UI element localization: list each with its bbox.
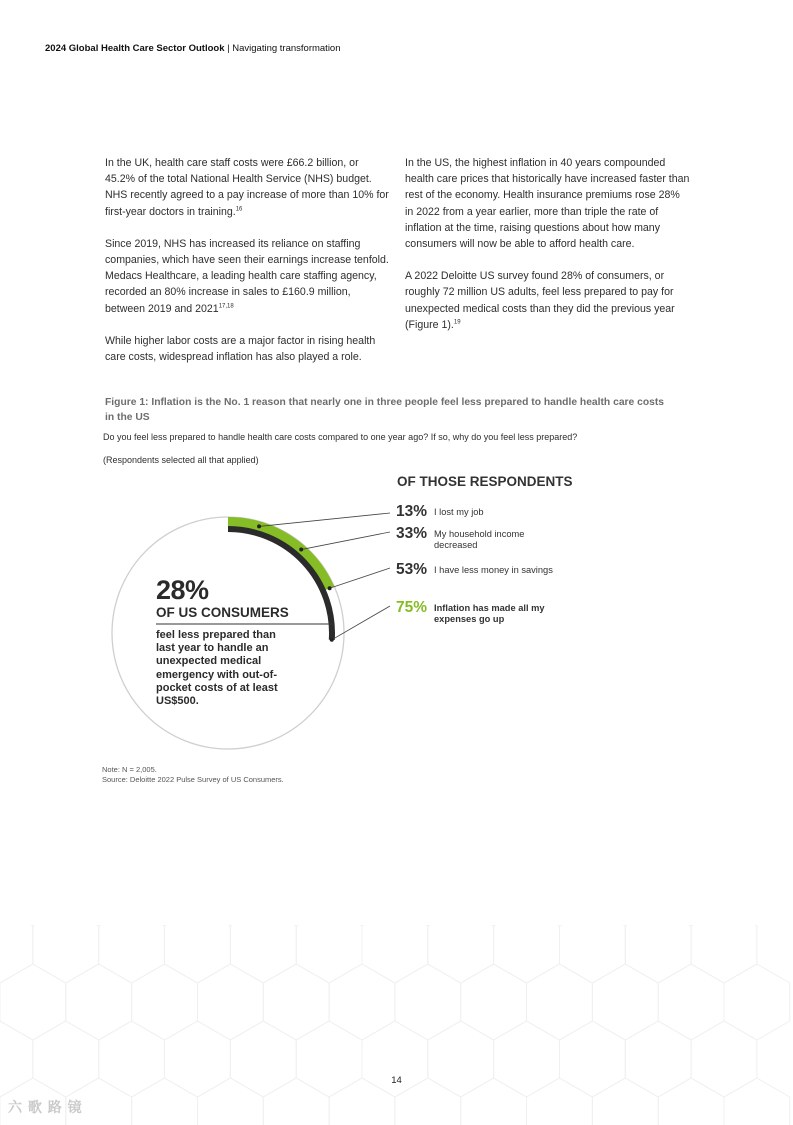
hexagon — [296, 925, 362, 983]
hexagon — [461, 964, 527, 1040]
left-column — [105, 155, 390, 381]
headline-percentage: 28% — [156, 575, 209, 605]
hexagon — [691, 925, 757, 983]
reference: 16 — [235, 206, 243, 213]
hexagon — [230, 925, 296, 983]
stat-row — [396, 503, 554, 520]
leader-dot — [330, 638, 334, 642]
stat-row — [396, 561, 554, 578]
report-subtitle: Navigating transformation — [232, 43, 341, 54]
paragraph: In the UK, health care staff costs were £66.2 billion, or 45.2% of the total National Health Service (NHS) budget. NHS recently agreed to a pay increase of more than 10% for first-year doctors in training.$^{16}$ — [105, 157, 389, 218]
paragraph: A 2022 Deloitte US survey found 28% of consumers, or roughly 72 million US adults, feel less prepared to pay for unexpected medical costs than they did the previous year (Figure 1).$^{19}$ — [405, 270, 675, 331]
stat-row — [396, 525, 554, 551]
hexagon — [33, 925, 99, 983]
leader-line — [301, 532, 390, 550]
hexagon — [494, 925, 560, 983]
hexagon — [329, 964, 395, 1040]
hexagon — [625, 925, 691, 983]
footnote-n: Note: N = 2,005. — [102, 765, 157, 774]
leader-dot — [328, 586, 332, 590]
report-title: 2024 Global Health Care Sector Outlook — [45, 43, 225, 54]
stat-label: Inflation has made all my expenses go up — [434, 603, 545, 624]
leader-dot — [257, 524, 261, 528]
leader-line — [259, 513, 390, 526]
figure-title: Figure 1: Inflation is the No. 1 reason that nearly one in three people feel less prepared to handle health care costs in the US — [105, 397, 665, 423]
hexagon — [560, 925, 626, 983]
chart-arc — [228, 529, 332, 640]
stat-label: My household income decreased — [434, 529, 525, 550]
hexagon — [66, 964, 132, 1040]
reference: 19 — [453, 319, 461, 326]
leader-line — [330, 568, 390, 588]
paragraph: While higher labor costs are a major factor in rising health care costs, widespread inflation has also played a role. — [105, 334, 376, 364]
figure-note: (Respondents selected all that applied) — [103, 455, 259, 465]
hexagon-pattern-decoration — [0, 925, 793, 1125]
hexagon — [0, 964, 66, 1040]
hexagon — [165, 925, 231, 983]
hexagon — [658, 964, 724, 1040]
reference: 17,18 — [218, 303, 234, 310]
header-separator: | — [224, 43, 233, 54]
headline-description: feel less prepared than last year to handle an unexpected medical emergency with out-of-pocket costs of at least US$500. — [156, 629, 278, 708]
leader-line — [332, 606, 390, 640]
stat-value: 33% — [396, 525, 428, 542]
hexagon — [132, 964, 198, 1040]
footnote-source: Source: Deloitte 2022 Pulse Survey of US Consumers. — [102, 774, 284, 784]
stat-label: I have less money in savings — [434, 565, 553, 575]
hexagon — [724, 964, 790, 1040]
stat-label: I lost my job — [434, 507, 484, 517]
leader-dot — [299, 548, 303, 552]
hexagon — [263, 964, 329, 1040]
hexagon — [428, 925, 494, 983]
stat-value: 13% — [396, 503, 428, 520]
page-header — [45, 43, 341, 54]
hexagon — [527, 964, 593, 1040]
paragraph: In the US, the highest inflation in 40 years compounded health care prices that historically have increased faster than rest of the economy. Health insurance premiums rose 28% in 2022 from a year earlier, more than triple the rate of inflation at the time, raising questions about how many consumers will now be able to afford health care. — [405, 157, 690, 251]
watermark: 六 歌 路 镜 — [8, 1099, 83, 1115]
hexagon — [395, 964, 461, 1040]
right-column — [405, 155, 690, 349]
headline-label: OF US CONSUMERS — [156, 605, 289, 620]
page-number: 14 — [391, 1075, 402, 1086]
hexagon — [0, 925, 33, 983]
hexagon — [198, 964, 264, 1040]
hexagon — [99, 925, 165, 983]
hexagon — [362, 925, 428, 983]
stat-value: 53% — [396, 561, 428, 578]
figure-footnote — [102, 765, 284, 784]
paragraph: Since 2019, NHS has increased its reliance on staffing companies, which have seen their earnings increase tenfold. Medacs Healthcare, a leading health care staffing agency, recorded an 80% increase in sales to £160.9 million, between 2019 and 2021$^{17,18}$ — [105, 237, 389, 315]
figure-question: Do you feel less prepared to handle health care costs compared to one year ago? If so, why do you feel less prepared? — [103, 432, 578, 442]
hexagon — [592, 964, 658, 1040]
stat-value: 75% — [396, 599, 428, 616]
respondents-title: OF THOSE RESPONDENTS — [397, 474, 573, 489]
stat-row-highlight — [396, 599, 554, 625]
